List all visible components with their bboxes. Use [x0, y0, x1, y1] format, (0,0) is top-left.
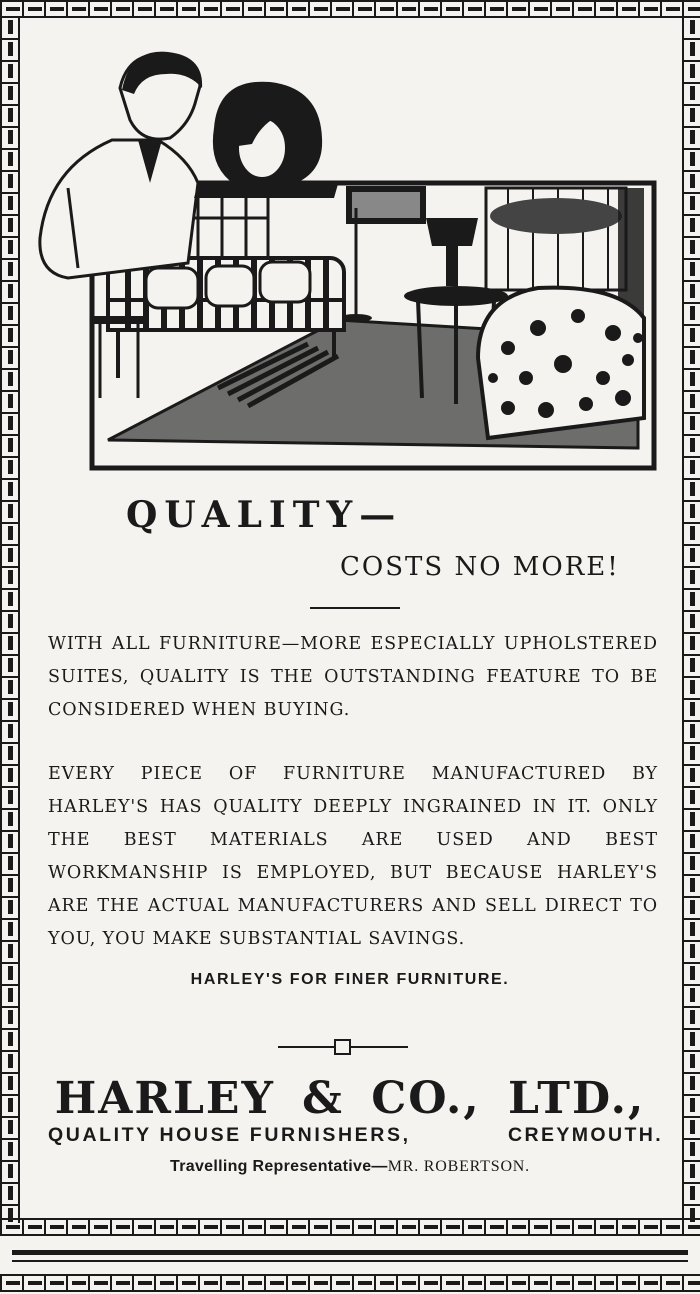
bottom-border: [0, 1218, 700, 1236]
top-border: [0, 0, 700, 18]
divider-thin: [12, 1260, 688, 1262]
man-figure: [40, 52, 202, 278]
flower-box: [490, 198, 622, 234]
representative-label: Travelling Representative—: [170, 1158, 388, 1175]
couple-viewing-furnished-living-room-icon: [38, 48, 658, 472]
company-town: CREYMOUTH.: [508, 1124, 664, 1146]
representative-name: MR. ROBERTSON.: [387, 1158, 530, 1175]
body-paragraph-2: EVERY PIECE OF FURNITURE MANUFACTURED BY HARLEY'S HAS QUALITY DEEPLY INGRAINED IN IT. ONLY THE BEST MATERIALS ARE USED AND BEST WORKMANSHIP IS EMPLOYED, BUT BECAUSE HARLEY'S ARE THE ACTUAL MANUFACTURERS AND SELL DIRECT TO YOU, YOU MAKE SUBSTANTIAL SAVINGS.: [48, 764, 658, 949]
footer-border: [0, 1274, 700, 1292]
headline-quality: QUALITY—: [126, 494, 403, 536]
right-border: [682, 18, 700, 1223]
ornament-divider-icon: [278, 1037, 408, 1057]
divider-thick: [12, 1250, 688, 1255]
representative-line: [0, 1156, 700, 1176]
floral-armchair: [478, 288, 644, 438]
short-divider: [310, 607, 400, 609]
side-table: [94, 316, 144, 324]
company-name: HARLEY & CO., LTD.,: [54, 1073, 646, 1124]
company-descriptor: QUALITY HOUSE FURNISHERS,: [48, 1124, 411, 1146]
slogan: HARLEY'S FOR FINER FURNITURE.: [190, 971, 510, 988]
left-border: [0, 18, 20, 1223]
table-lamp: [426, 218, 478, 246]
body-paragraph-1: WITH ALL FURNITURE—MORE ESPECIALLY UPHOLSTERED SUITES, QUALITY IS THE OUTSTANDING FEATURE TO BE CONSIDERED WHEN BUYING.: [48, 634, 658, 720]
headline-tagline: COSTS NO MORE!: [340, 552, 620, 582]
